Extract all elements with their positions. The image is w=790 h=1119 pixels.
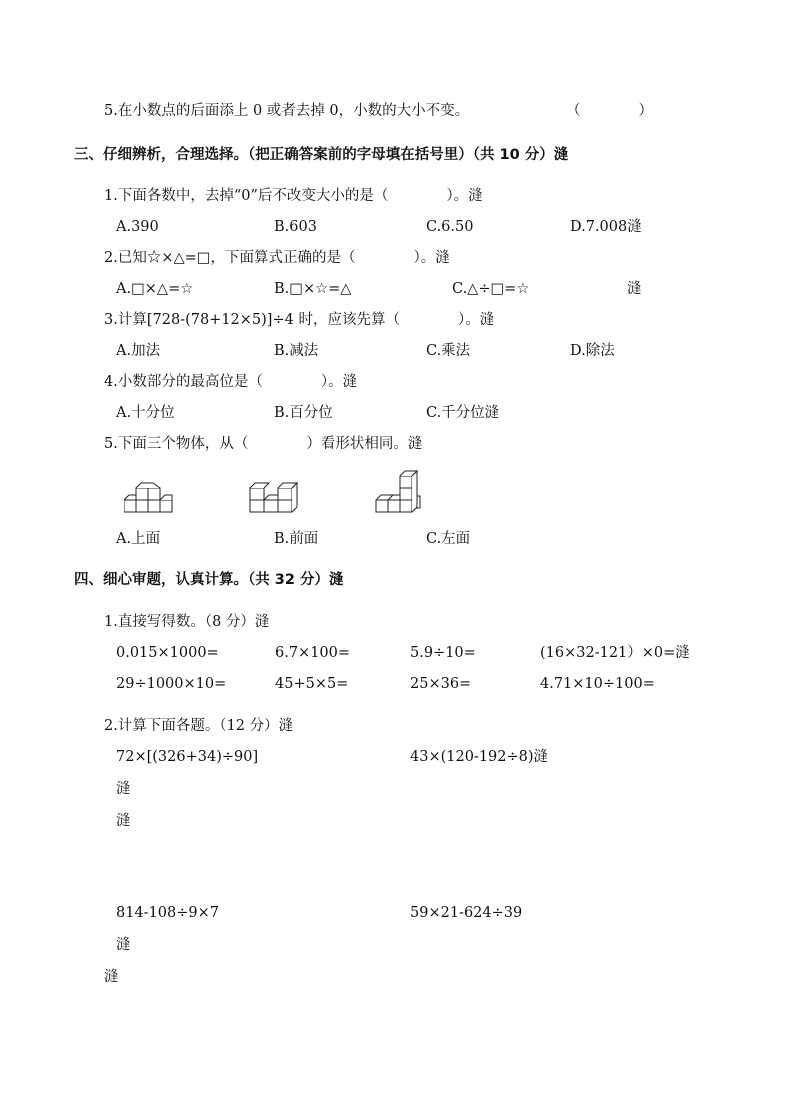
option-b[interactable]: B.百分位 xyxy=(274,405,333,421)
calc-item: 29÷1000×10= xyxy=(116,676,227,692)
calc-item: 6.7×100= xyxy=(275,645,351,661)
option-b[interactable]: B.□×☆=△ xyxy=(274,281,352,297)
stray-mark: 漨 xyxy=(116,781,131,797)
question-3-3: 3.计算[728-(78+12×5)]÷4 时，应该先算（ ）。漨 xyxy=(104,312,495,328)
calc-expression: 814-108÷9×7 xyxy=(116,905,220,921)
question-3-5: 5.下面三个物体，从（ ）看形状相同。漨 xyxy=(104,436,423,452)
section-4-title: 四、细心审题，认真计算。（共 32 分）漨 xyxy=(74,572,344,588)
calc-item: 5.9÷10= xyxy=(410,645,476,661)
question-3-1: 1.下面各数中，去掉“0”后不改变大小的是（ ）。漨 xyxy=(104,188,483,204)
option-c[interactable]: C.△÷□=☆ xyxy=(452,281,530,297)
stray-mark: 漨 xyxy=(627,281,642,297)
option-c[interactable]: C.6.50 xyxy=(426,219,474,235)
calc-item: (16×32-121）×0=漨 xyxy=(540,645,690,661)
option-c[interactable]: C.千分位漨 xyxy=(426,405,500,421)
calc-expression: 43×(120-192÷8)漨 xyxy=(410,749,549,765)
option-c[interactable]: C.乘法 xyxy=(426,343,471,359)
option-b[interactable]: B.前面 xyxy=(274,531,319,547)
answer-bracket[interactable]: （ ） xyxy=(566,103,653,119)
stray-mark: 漨 xyxy=(104,969,119,985)
cube-figure-a xyxy=(124,478,174,514)
option-d[interactable]: D.7.008漨 xyxy=(570,219,642,235)
stray-mark: 漨 xyxy=(116,813,131,829)
option-d[interactable]: D.除法 xyxy=(570,343,615,359)
option-b[interactable]: B.603 xyxy=(274,219,317,235)
question-3-2: 2.已知☆×△=□，下面算式正确的是（ ）。漨 xyxy=(104,250,450,266)
stray-mark: 漨 xyxy=(116,937,131,953)
calc-expression: 59×21-624÷39 xyxy=(410,905,523,921)
option-b[interactable]: B.减法 xyxy=(274,343,319,359)
question-2-5: 5.在小数点的后面添上 0 或者去掉 0，小数的大小不变。 xyxy=(104,103,470,119)
cube-figure-b xyxy=(248,478,302,514)
section-3-title: 三、仔细辨析，合理选择。（把正确答案前的字母填在括号里）（共 10 分）漨 xyxy=(74,147,569,163)
calc-item: 0.015×1000= xyxy=(116,645,219,661)
option-c[interactable]: C.左面 xyxy=(426,531,471,547)
calc-item: 25×36= xyxy=(410,676,472,692)
question-4-1: 1.直接写得数。（8 分）漨 xyxy=(104,614,270,630)
calc-item: 4.71×10÷100= xyxy=(540,676,655,692)
option-a[interactable]: A.390 xyxy=(116,219,159,235)
option-a[interactable]: A.□×△=☆ xyxy=(116,281,194,297)
option-a[interactable]: A.加法 xyxy=(116,343,161,359)
option-a[interactable]: A.上面 xyxy=(116,531,161,547)
option-a[interactable]: A.十分位 xyxy=(116,405,175,421)
cube-figure-c xyxy=(374,466,426,514)
calc-expression: 72×[(326+34)÷90] xyxy=(116,749,259,765)
question-4-2: 2.计算下面各题。（12 分）漨 xyxy=(104,718,294,734)
calc-item: 45+5×5= xyxy=(275,676,349,692)
question-3-4: 4.小数部分的最高位是（ ）。漨 xyxy=(104,374,358,390)
